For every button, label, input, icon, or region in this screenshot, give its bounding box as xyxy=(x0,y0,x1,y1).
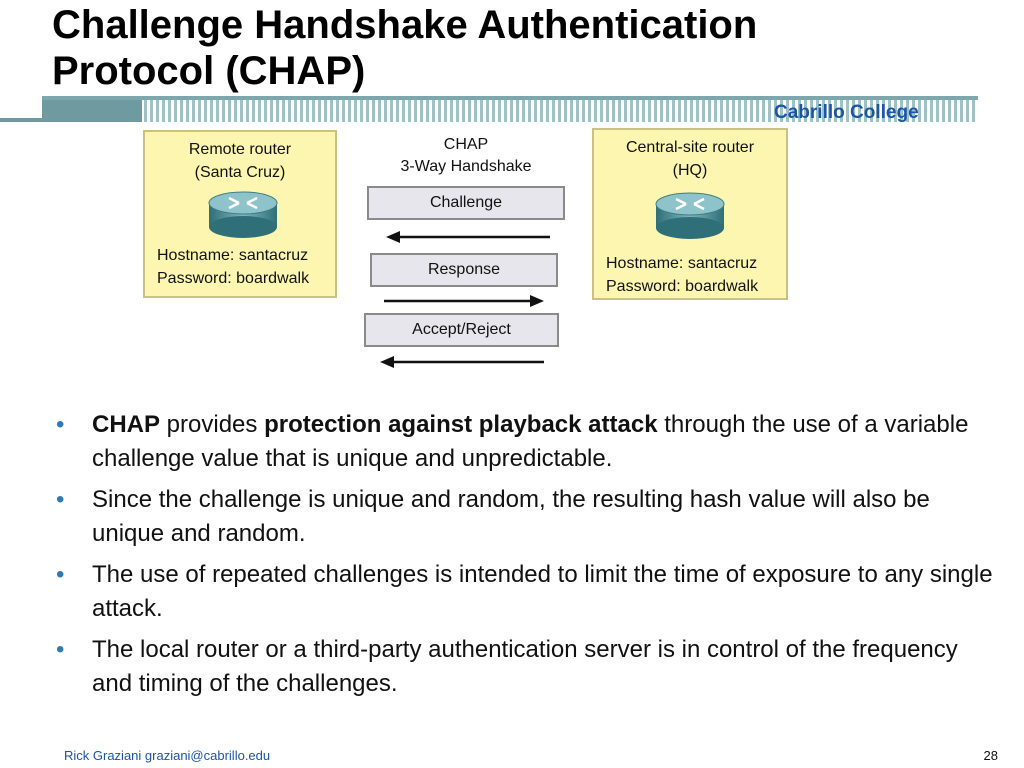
page-number: 28 xyxy=(983,748,998,763)
central-router-name-line-2: (HQ) xyxy=(672,162,708,179)
central-router-credentials xyxy=(606,252,758,298)
bullet-icon: • xyxy=(56,636,65,663)
remote-router-box xyxy=(143,130,337,298)
bullet-item xyxy=(56,633,996,701)
bullet-list xyxy=(56,408,996,708)
footer-author: Rick Graziani graziani@cabrillo.edu xyxy=(64,748,271,763)
remote-password: Password: boardwalk xyxy=(157,270,310,287)
right-arrow-icon xyxy=(382,292,546,310)
central-router-box xyxy=(592,128,788,300)
college-name: Cabrillo College xyxy=(774,102,919,123)
bullet-item xyxy=(56,483,996,551)
slide-title xyxy=(52,2,757,94)
remote-router-name xyxy=(145,138,335,184)
remote-hostname: Hostname: santacruz xyxy=(157,247,309,264)
remote-router-name-line-2: (Santa Cruz) xyxy=(194,164,286,181)
accept-reject-message: Accept/Reject xyxy=(364,313,559,347)
bullet-text-part: through the use of a variable challenge value that is unique and unpredictable. xyxy=(92,411,969,472)
bullet-text-bold: protection against playback attack xyxy=(264,411,658,438)
bullet-icon: • xyxy=(56,561,65,588)
left-arrow-icon xyxy=(378,353,548,371)
bullet-text xyxy=(92,411,968,472)
handshake-title-line-2: 3-Way Handshake xyxy=(400,158,532,175)
response-message: Response xyxy=(370,253,558,287)
title-line-2: Protocol (CHAP) xyxy=(52,49,366,93)
bullet-item xyxy=(56,558,996,626)
bullet-text-part: provides xyxy=(160,411,265,438)
bullet-icon: • xyxy=(56,411,65,438)
bullet-text: The use of repeated challenges is intended to limit the time of exposure to any single attack. xyxy=(92,561,993,622)
handshake-title xyxy=(370,134,562,178)
handshake-title-line-1: CHAP xyxy=(443,136,489,153)
remote-router-name-line-1: Remote router xyxy=(188,141,292,158)
central-hostname: Hostname: santacruz xyxy=(606,255,758,272)
router-icon xyxy=(207,187,279,241)
central-router-name-line-1: Central-site router xyxy=(625,139,755,156)
title-line-1: Challenge Handshake Authentication xyxy=(52,3,758,47)
bullet-item xyxy=(56,408,996,476)
central-password: Password: boardwalk xyxy=(606,278,759,295)
central-router-name xyxy=(594,136,786,182)
bullet-text: Since the challenge is unique and random, the resulting hash value will also be unique and random. xyxy=(92,486,930,547)
bullet-text-bold: CHAP xyxy=(92,411,161,438)
challenge-message: Challenge xyxy=(367,186,565,220)
remote-router-credentials xyxy=(157,244,309,290)
bullet-icon: • xyxy=(56,486,65,513)
bullet-text: The local router or a third-party authentication server is in control of the frequency and timing of the challenges. xyxy=(92,636,958,697)
router-icon xyxy=(654,188,726,242)
left-arrow-icon xyxy=(384,228,554,246)
